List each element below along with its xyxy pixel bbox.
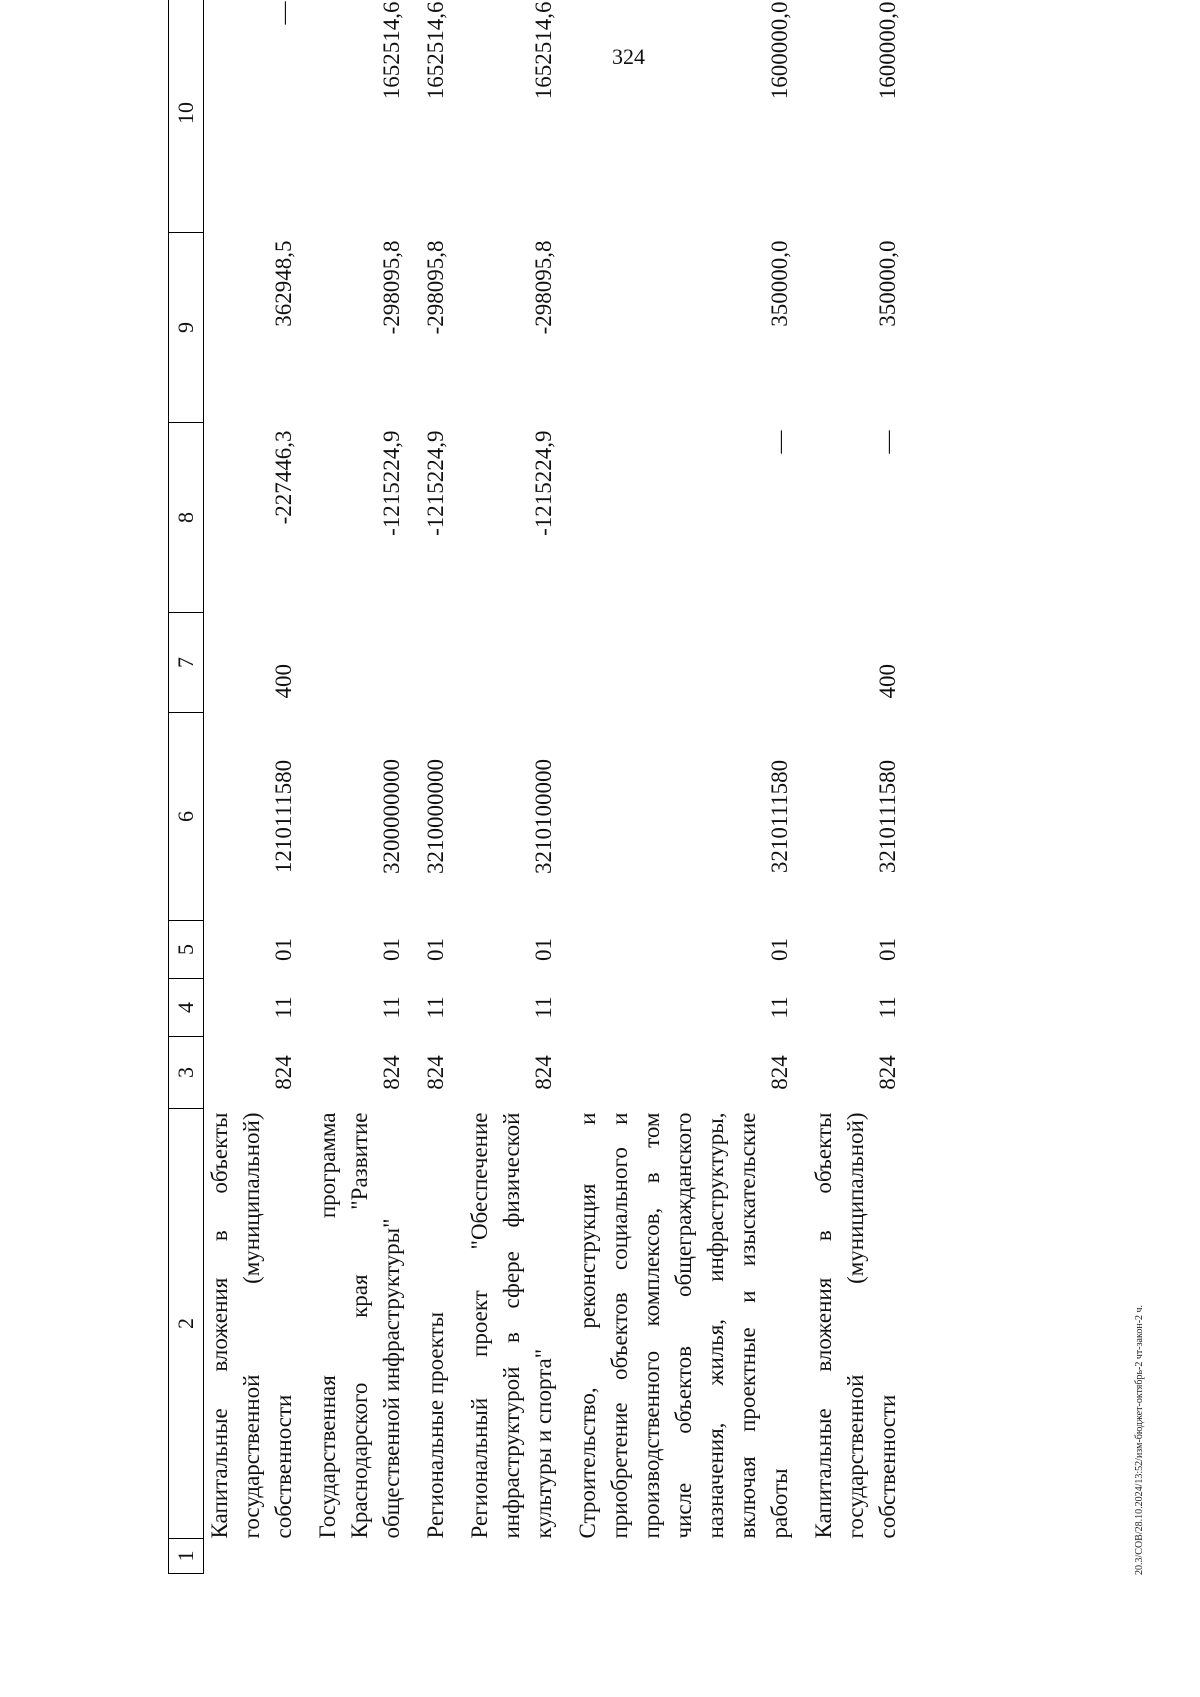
column-header: 4 [169, 979, 204, 1037]
expense-type-code [572, 613, 808, 713]
amount-col-9: 362948,5 [271, 240, 296, 327]
item-name: Капитальные вложения в объекты государственной (муниципальной) собственности [811, 1112, 900, 1539]
target-article-code: 3210111580 [767, 759, 792, 874]
row-number-cell [572, 1539, 808, 1574]
ministry-code: 824 [423, 1055, 448, 1090]
expense-type-code: 400 [875, 664, 900, 699]
ministry-code: 824 [875, 1055, 900, 1090]
column-header: 3 [169, 1037, 204, 1109]
subsection-code: 01 [531, 938, 556, 961]
row-number-cell [420, 1539, 464, 1574]
amount-col-8: -227446,3 [271, 430, 296, 525]
page-number: 324 [612, 44, 645, 69]
amount-col-9: -298095,8 [379, 240, 404, 335]
amount-col-8: -1215224,9 [531, 430, 556, 536]
column-header: 1 [169, 1539, 204, 1574]
amount-col-8: — [767, 430, 792, 454]
table-row [204, 0, 313, 1574]
ministry-code: 824 [767, 1055, 792, 1090]
column-header: 9 [169, 233, 204, 423]
expense-type-code [464, 613, 572, 713]
ministry-code: 824 [379, 1055, 404, 1090]
header-row [169, 0, 204, 1574]
item-name: Региональный проект "Обеспечение инфраструктурой в сфере физической культуры и спорта" [467, 1112, 556, 1539]
expense-type-code [312, 613, 420, 713]
amount-col-8: -1215224,9 [423, 430, 448, 536]
amount-col-8: -1215224,9 [379, 430, 404, 536]
subsection-code: 01 [767, 938, 792, 961]
subsection-code: 01 [271, 938, 296, 961]
amount-col-10: 1652514,6 [379, 1, 404, 100]
row-number-cell [808, 1539, 916, 1574]
table-row [808, 0, 916, 1574]
column-header: 6 [169, 713, 204, 921]
amount-col-10: — [271, 1, 296, 25]
subsection-code: 01 [875, 938, 900, 961]
footer-document-code: 20.3/СОВ/28.10.2024/13:52/изм-бюджет-октябрь-2 чт-закон-2 ч. [1134, 1304, 1145, 1575]
row-number-cell [464, 1539, 572, 1574]
amount-col-10: 1652514,6 [423, 1, 448, 100]
table-row [572, 0, 808, 1574]
section-code: 11 [875, 996, 900, 1019]
section-code: 11 [423, 996, 448, 1019]
amount-col-10: 1600000,0 [875, 1, 900, 100]
table-row [312, 0, 420, 1574]
amount-col-9: 350000,0 [767, 240, 792, 327]
item-name: Капитальные вложения в объекты государственной (муниципальной) собственности [207, 1112, 296, 1539]
subsection-code: 01 [423, 938, 448, 961]
amount-col-10: 1600000,0 [767, 1, 792, 100]
ministry-code: 824 [531, 1055, 556, 1090]
section-code: 11 [531, 996, 556, 1019]
column-header: 2 [169, 1109, 204, 1539]
target-article-code: 3210111580 [875, 759, 900, 874]
table-row [464, 0, 572, 1574]
amount-col-9: -298095,8 [531, 240, 556, 335]
ministry-code: 824 [271, 1055, 296, 1090]
item-name: Государственная программа Краснодарского края "Развитие общественной инфраструктуры" [315, 1112, 404, 1539]
section-code: 11 [379, 996, 404, 1019]
amount-col-10: 1652514,6 [531, 1, 556, 100]
target-article-code: 3210100000 [531, 759, 556, 874]
section-code: 11 [767, 996, 792, 1019]
section-code: 11 [271, 996, 296, 1019]
row-number-cell [204, 1539, 313, 1574]
target-article-code: 1210111580 [271, 759, 296, 874]
budget-table [168, 0, 916, 1574]
item-name: Строительство, реконструкция и приобретение объектов социального и производственного комплексов, в том числе объектов общегражданского назначения, жилья, инфраструктуры, включая проектные и изыскательские работы [575, 1112, 792, 1539]
amount-col-9: 350000,0 [875, 240, 900, 327]
column-header: 5 [169, 921, 204, 979]
item-name: Региональные проекты [423, 1311, 448, 1539]
expense-type-code [420, 613, 464, 713]
target-article-code: 3210000000 [423, 759, 448, 874]
budget-table-rotated [168, 0, 1021, 1574]
column-header: 7 [169, 613, 204, 713]
column-header: 10 [169, 0, 204, 233]
target-article-code: 3200000000 [379, 759, 404, 874]
table-row [420, 0, 464, 1574]
amount-col-8: — [875, 430, 900, 454]
amount-col-9: -298095,8 [423, 240, 448, 335]
row-number-cell [312, 1539, 420, 1574]
subsection-code: 01 [379, 938, 404, 961]
column-header: 8 [169, 423, 204, 613]
expense-type-code: 400 [271, 664, 296, 699]
